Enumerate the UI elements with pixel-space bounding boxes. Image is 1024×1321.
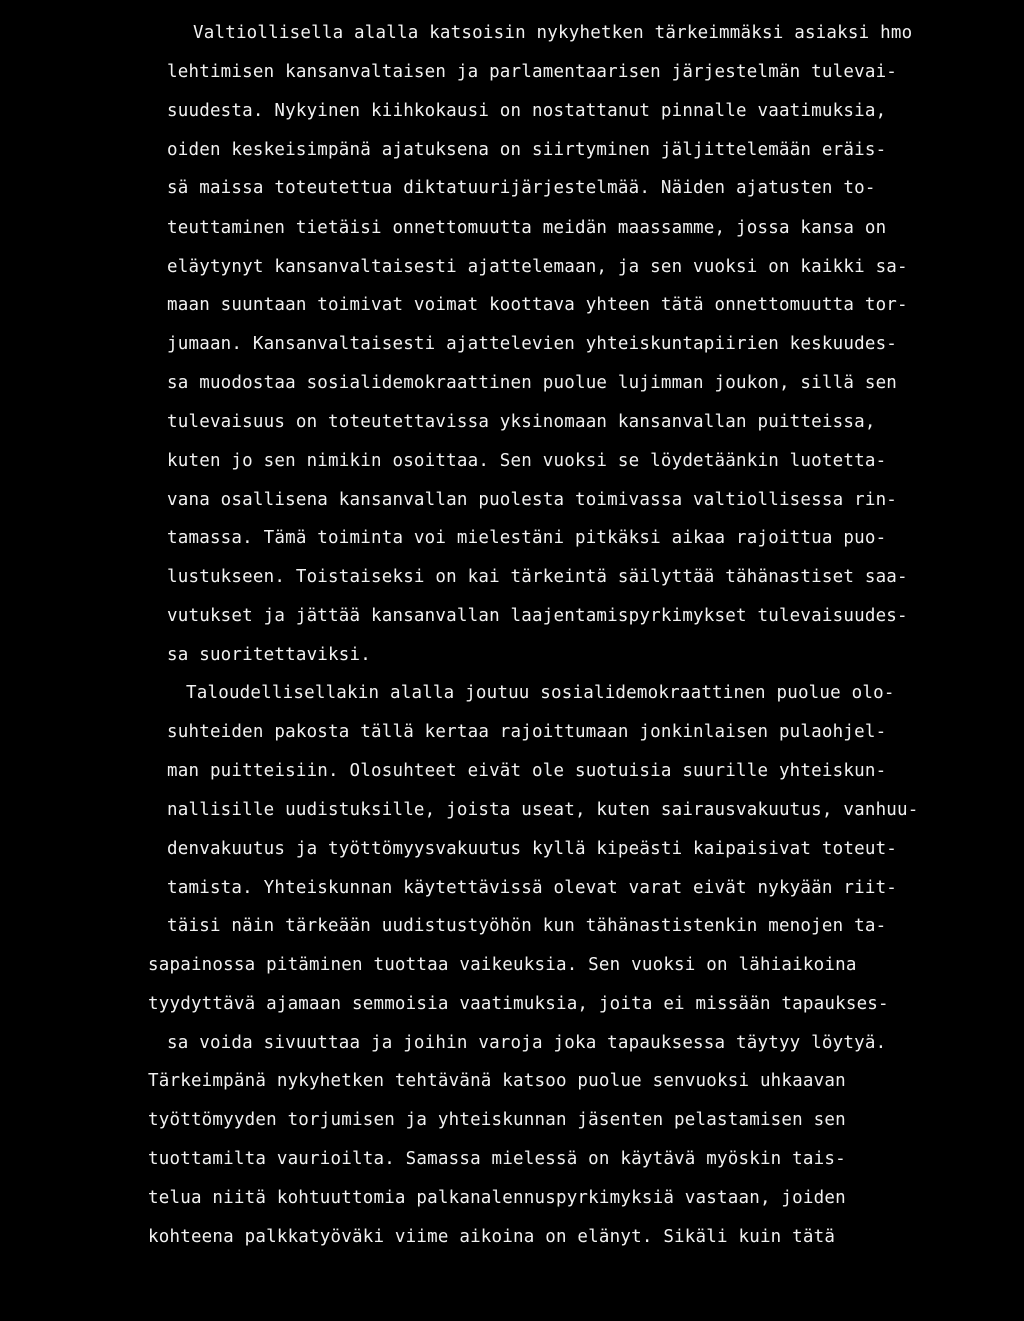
text-line: tamassa. Tämä toiminta voi mielestäni pitkäksi aikaa rajoittua puo- <box>167 528 887 548</box>
text-line: sa suoritettaviksi. <box>167 645 371 665</box>
text-line: tulevaisuus on toteutettavissa yksinomaan kansanvallan puitteissa, <box>167 412 876 432</box>
text-line: jumaan. Kansanvaltaisesti ajattelevien yhteiskuntapiirien keskuudes- <box>167 334 898 354</box>
text-line: vutukset ja jättää kansanvallan laajentamispyrkimykset tulevaisuudes- <box>167 606 908 626</box>
text-line: sapainossa pitäminen tuottaa vaikeuksia. Sen vuoksi on lähiaikoina <box>148 955 857 975</box>
text-line: lustukseen. Toistaiseksi on kai tärkeintä säilyttää tähänastiset saa- <box>167 567 908 587</box>
text-line: vana osallisena kansanvallan puolesta toimivassa valtiollisessa rin- <box>167 490 898 510</box>
text-line: Valtiollisella alalla katsoisin nykyhetken tärkeimmäksi asiaksi hmo <box>193 23 913 43</box>
text-line: kuten jo sen nimikin osoittaa. Sen vuoksi se löydetäänkin luotetta- <box>167 451 887 471</box>
text-line: työttömyyden torjumisen ja yhteiskunnan jäsenten pelastamisen sen <box>148 1110 846 1130</box>
text-line: sä maissa toteutettua diktatuurijärjestelmää. Näiden ajatusten to- <box>167 178 876 198</box>
text-line: tyydyttävä ajamaan semmoisia vaatimuksia, joita ei missään tapaukses- <box>148 994 889 1014</box>
text-line: tuottamilta vaurioilta. Samassa mielessä on käytävä myöskin tais- <box>148 1149 846 1169</box>
text-line: kohteena palkkatyöväki viime aikoina on elänyt. Sikäli kuin tätä <box>148 1227 836 1247</box>
text-line: oiden keskeisimpänä ajatuksena on siirtyminen jäljittelemään eräis- <box>167 140 887 160</box>
text-line: lehtimisen kansanvaltaisen ja parlamentaarisen järjestelmän tulevai- <box>167 62 898 82</box>
text-line: maan suuntaan toimivat voimat koottava yhteen tätä onnettomuutta tor- <box>167 295 908 315</box>
text-line: eläytynyt kansanvaltaisesti ajattelemaan, ja sen vuoksi on kaikki sa- <box>167 257 908 277</box>
text-line: denvakuutus ja työttömyysvakuutus kyllä kipeästi kaipaisivat toteut- <box>167 839 898 859</box>
text-line: teuttaminen tietäisi onnettomuutta meidän maassamme, jossa kansa on <box>167 218 887 238</box>
text-line: tamista. Yhteiskunnan käytettävissä olevat varat eivät nykyään riit- <box>167 878 898 898</box>
text-line: sa muodostaa sosialidemokraattinen puolue lujimman joukon, sillä sen <box>167 373 898 393</box>
text-line: täisi näin tärkeään uudistustyöhön kun tähänastistenkin menojen ta- <box>167 916 887 936</box>
text-line: suhteiden pakosta tällä kertaa rajoittumaan jonkinlaisen pulaohjel- <box>167 722 887 742</box>
text-line: telua niitä kohtuuttomia palkanalennuspyrkimyksiä vastaan, joiden <box>148 1188 846 1208</box>
text-line: suudesta. Nykyinen kiihkokausi on nostattanut pinnalle vaatimuksia, <box>167 101 887 121</box>
text-line: man puitteisiin. Olosuhteet eivät ole suotuisia suurille yhteiskun- <box>167 761 887 781</box>
text-line: Taloudellisellakin alalla joutuu sosialidemokraattinen puolue olo- <box>186 683 895 703</box>
text-line: nallisille uudistuksille, joista useat, kuten sairausvakuutus, vanhuu- <box>167 800 919 820</box>
text-line: sa voida sivuuttaa ja joihin varoja joka tapauksessa täytyy löytyä. <box>167 1033 887 1053</box>
text-line: Tärkeimpänä nykyhetken tehtävänä katsoo puolue senvuoksi uhkaavan <box>148 1071 846 1091</box>
